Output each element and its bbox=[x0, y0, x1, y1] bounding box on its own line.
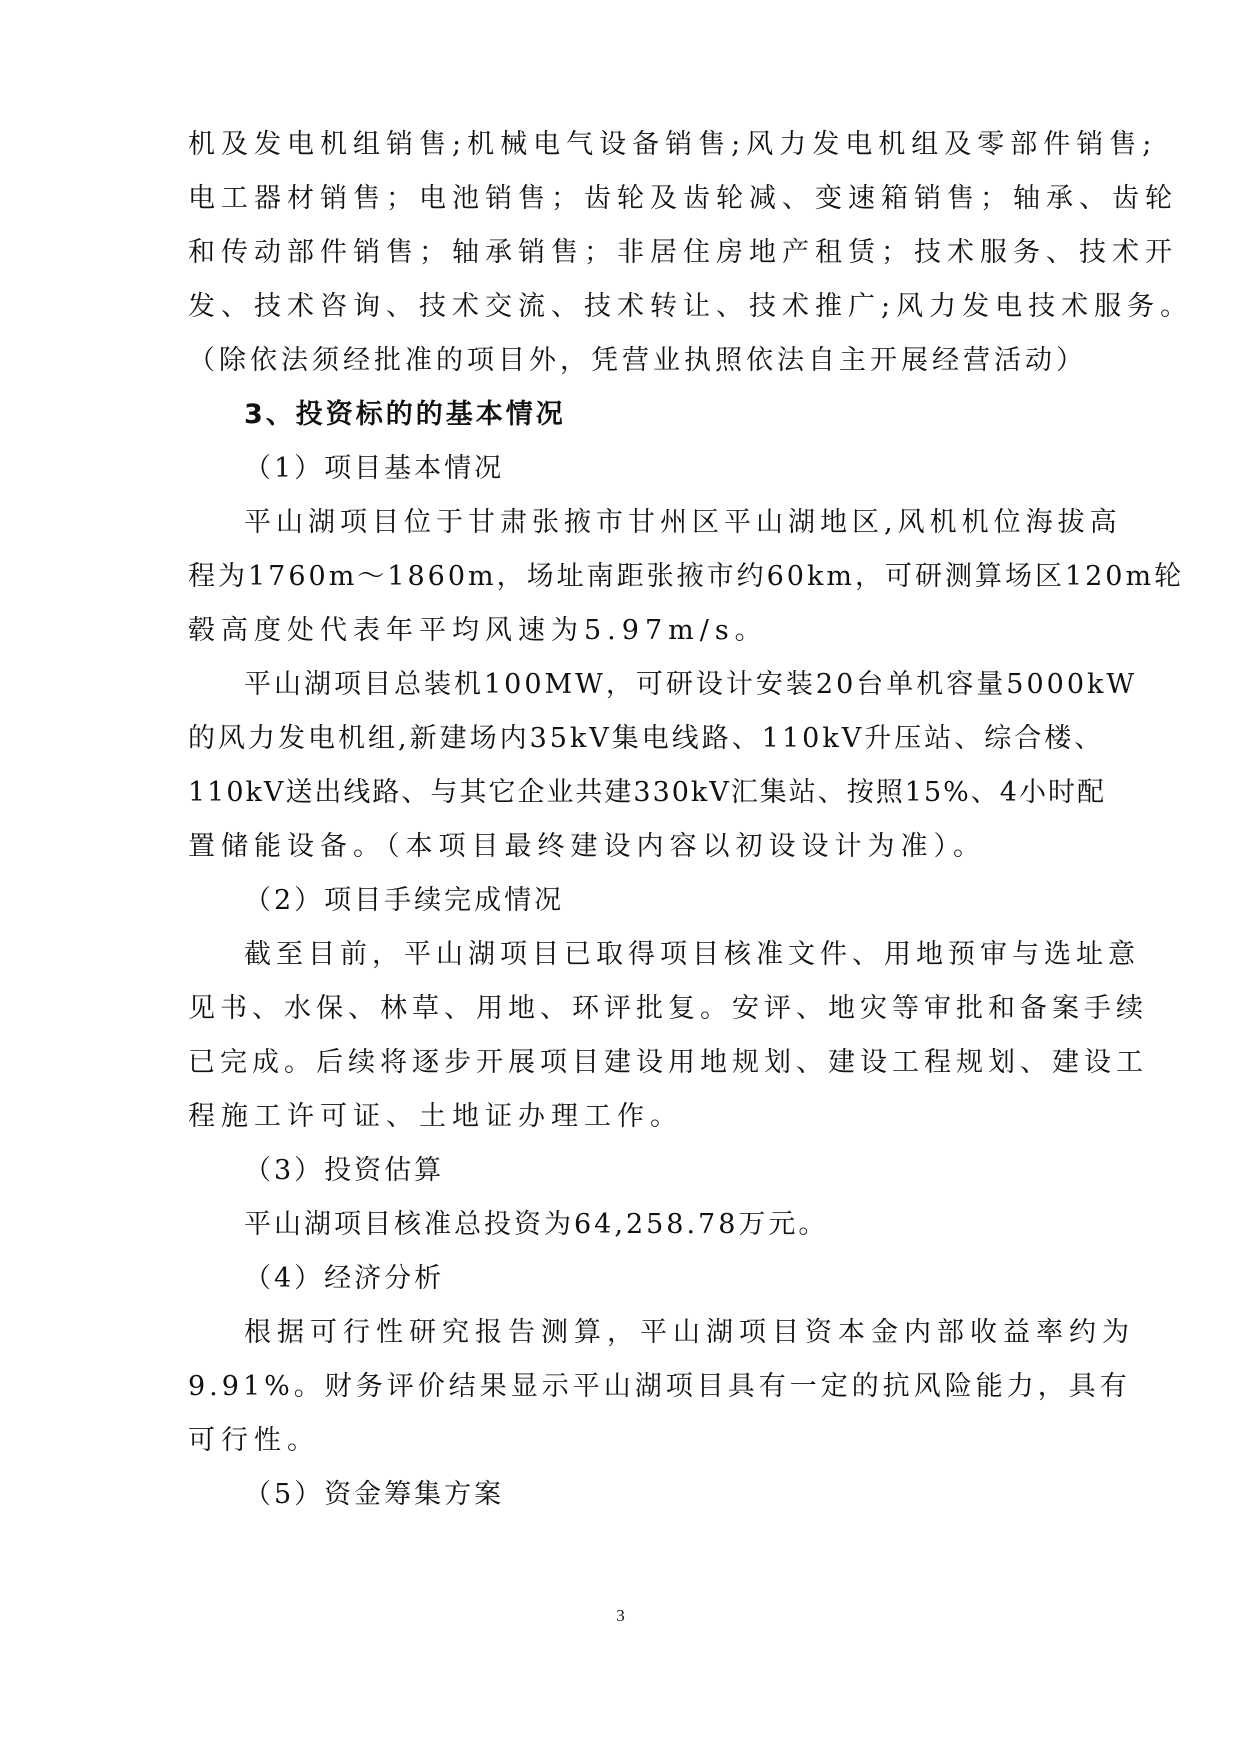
subsection-heading: （3）投资估算 bbox=[244, 1155, 445, 1186]
subsection-heading: （2）项目手续完成情况 bbox=[244, 885, 565, 916]
text-line: 110kV送出线路、与其它企业共建330kV汇集站、按照15%、4小时配 bbox=[188, 777, 1106, 808]
subsection-heading: （1）项目基本情况 bbox=[244, 453, 505, 484]
text-line: 的风力发电机组,新建场内35kV集电线路、110kV升压站、综合楼、 bbox=[188, 723, 1105, 754]
paragraph-start: 根据可行性研究报告测算，平山湖项目资本金内部收益率约为 bbox=[244, 1317, 1135, 1348]
text-line: 和传动部件销售；轴承销售；非居住房地产租赁；技术服务、技术开 bbox=[188, 237, 1178, 268]
document-body bbox=[188, 118, 1194, 1522]
text-line: （除依法须经批准的项目外，凭营业执照依法自主开展经营活动） bbox=[188, 345, 1087, 376]
text-line: 程为1760m～1860m，场址南距张掖市约60km，可研测算场区120m轮 bbox=[188, 561, 1185, 592]
text-line: 机及发电机组销售;机械电气设备销售;风力发电机组及零部件销售; bbox=[188, 129, 1158, 160]
text-line: 电工器材销售；电池销售；齿轮及齿轮减、变速箱销售；轴承、齿轮 bbox=[188, 183, 1178, 214]
paragraph-start: 平山湖项目总装机100MW，可研设计安装20台单机容量5000kW bbox=[244, 669, 1138, 700]
text-line: 毂高度处代表年平均风速为5.97m/s。 bbox=[188, 615, 768, 646]
text-line: 见书、水保、林草、用地、环评批复。安评、地灾等审批和备案手续 bbox=[188, 993, 1148, 1024]
text-line: 发、技术咨询、技术交流、技术转让、技术推广;风力发电技术服务。 bbox=[188, 291, 1194, 322]
text-line: 置储能设备。（本项目最终建设内容以初设设计为准）。 bbox=[188, 831, 986, 862]
page-number: 3 bbox=[616, 1606, 625, 1625]
text-line: 程施工许可证、土地证办理工作。 bbox=[188, 1101, 683, 1132]
text-line: 9.91%。财务评价结果显示平山湖项目具有一定的抗风险能力，具有 bbox=[188, 1371, 1131, 1402]
text-line: 可行性。 bbox=[188, 1425, 320, 1456]
paragraph-start: 截至目前，平山湖项目已取得项目核准文件、用地预审与选址意 bbox=[244, 939, 1140, 970]
subsection-heading: （4）经济分析 bbox=[244, 1263, 445, 1294]
text-line: 已完成。后续将逐步开展项目建设用地规划、建设工程规划、建设工 bbox=[188, 1047, 1148, 1078]
paragraph-start: 平山湖项目核准总投资为64,258.78万元。 bbox=[244, 1209, 829, 1240]
paragraph-start: 平山湖项目位于甘肃张掖市甘州区平山湖地区,风机机位海拔高 bbox=[244, 507, 1122, 538]
section-heading: 3、投资标的的基本情况 bbox=[244, 399, 566, 430]
subsection-heading: （5）资金筹集方案 bbox=[244, 1479, 505, 1510]
